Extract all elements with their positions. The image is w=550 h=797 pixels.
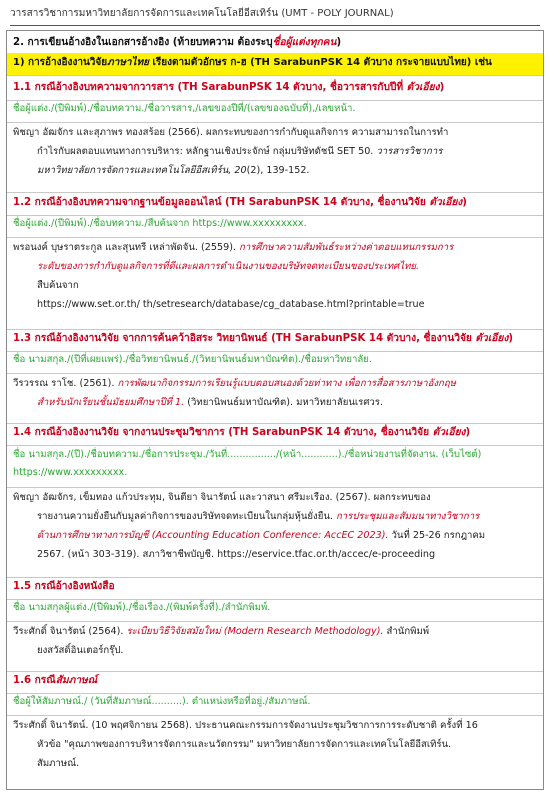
example-line [13, 276, 537, 295]
heading-text: 1.2 กรณีอ้างอิงบทความจากฐานข้อมูลออนไลน์ (TH SarabunPSK 14 ตัวบาง, ชื่องานวิจัย [13, 197, 426, 208]
format-text: ชื่อ นามสกุลผู้แต่ง./(ปีพิมพ์)./ชื่อเรื่อง./(พิมพ์ครั้งที่)./สำนักพิมพ์. [13, 602, 271, 613]
format-text: ชื่อ นามสกุล./(ปี)./ชื่อบทความ./ชื่อการประชุม./วันที่................/(หน้า............)./ชื่อหน่วยงานที่จัดงาน. (เว็บไซต์) [13, 449, 482, 460]
title-close: ) [336, 37, 342, 48]
heading-text: 1.4 กรณีอ้างอิงงานวิจัย จากงานประชุมวิชาการ (TH SarabunPSK 14 ตัวบาง, ชื่องานวิจัย [13, 427, 430, 438]
banner-text-b: ภาษาไทย [107, 57, 150, 68]
example-text: พรอนงค์ บุษราตระกูล และสุนทรี เหล่าพัดจัน. (2559). [13, 242, 236, 253]
title-emphasis: ชื่อผู้แต่งทุกคน [272, 37, 337, 48]
example-line [13, 142, 537, 161]
journal-title: วารสารวิชาการมหาวิทยาลัยการจัดการและเทคโนโลยีอีสเทิร์น (UMT - POLY JOURNAL) [10, 8, 394, 19]
example-text: (2), 139-152. [246, 165, 310, 176]
example-book [7, 619, 543, 672]
example-text: รายงานความยั่งยืนกับมูลค่ากิจการของบริษัทจดทะเบียนในกลุ่มหุ้นยั่งยืน. [37, 511, 333, 522]
journal-header [10, 6, 540, 26]
format-text: ชื่อผู้แต่ง./(ปีพิมพ์)./ชื่อบทความ./ชื่อวารสาร,/เลขของปีที่/(เลขของฉบับที่),/เลขหน้า. [13, 103, 356, 114]
example-red-italic: การพัฒนากิจกรรมการเรียนรู้แบบตอบสนองด้วยท่าทาง เพื่อการสื่อสารภาษาอังกฤษ [114, 378, 456, 389]
example-text: หัวข้อ "คุณภาพของการบริหารจัดการและนวัตกรรม" มหาวิทยาลัยการจัดการและเทคโนโลยีอีสเทิร์น. [37, 739, 452, 750]
format-line [13, 464, 537, 482]
example-italic: วารสารวิชาการ [373, 146, 443, 157]
heading-text: 1.6 กรณี [13, 675, 56, 686]
example-interview [7, 713, 543, 793]
example-red-italic: การศึกษาความสัมพันธ์ระหว่างค่าตอบแทนกรรมการ [236, 242, 454, 253]
format-text: ชื่อ นามสกุล./(ปีที่เผยแพร่)./ชื่อวิทยานิพนธ์./(วิทยานิพนธ์มหาบัณฑิต)./ชื่อมหาวิทยาลัย. [13, 354, 372, 365]
example-text: วีระศักดิ์ จินารัตน์. (10 พฤศจิกายน 2568). ประธานคณะกรรมการจัดงานประชุมวิชาการการระดับชาติ ครั้งที่ 16 [13, 720, 478, 731]
example-text: พิชญา อัฒจักร และสุภาพร ทองสร้อย (2566). ผลกระทบของการกำกับดูแลกิจการ ความสามารถในการทำ [13, 127, 449, 138]
example-text: กำไรกับผลตอบแทนทางการบริหาร: หลักฐานเชิงประจักษ์ กลุ่มบริษัทดัชนี SET 50. [37, 146, 374, 157]
example-journal-article [7, 120, 543, 193]
heading-italic: สัมภาษณ์ [55, 675, 98, 686]
example-text: (วิทยานิพนธ์มหาบัณฑิต). มหาวิทยาลัยนเรศวร. [184, 397, 384, 408]
example-line [13, 295, 537, 314]
example-line [13, 641, 537, 660]
example-line [13, 507, 537, 526]
example-line [13, 754, 537, 773]
heading-tail: ) [465, 427, 471, 438]
example-text: สัมภาษณ์. [37, 758, 80, 769]
heading-tail: ) [462, 197, 467, 208]
format-text: ชื่อผู้ให้สัมภาษณ์./ (วันที่สัมภาษณ์..........). ตำแหน่งหรือที่อยู่./สัมภาษณ์. [13, 696, 311, 707]
format-text: ชื่อผู้แต่ง./(ปีพิมพ์)./ชื่อบทความ./สืบค้นจาก https://www.xxxxxxxxx. [13, 218, 307, 229]
banner-text-a: 1) การอ้างอิงงานวิจัย [13, 57, 108, 68]
example-red-italic: ด้านการศึกษาทางการบัญชี (Accounting Education Conference: AccEC 2023). [37, 530, 389, 541]
example-text: สำนักพิมพ์ [383, 626, 430, 637]
heading-italic: ตัวเอียง [471, 333, 509, 344]
format-text: https://www.xxxxxxxxx. [13, 467, 128, 478]
title-main: 2. การเขียนอ้างอิงในเอกสารอ้างอิง (ท้ายบทความ ต้องระบุ [13, 37, 273, 48]
example-line [13, 622, 537, 641]
example-red-italic: การประชุมและสัมมนาทางวิชาการ [332, 511, 480, 522]
heading-text: 1.1 กรณีอ้างอิงบทความจากวารสาร (TH SarabunPSK 14 ตัวบาง, ชื่อวารสารกับปีที่ [13, 82, 404, 93]
heading-italic: ตัวเอียง [403, 82, 440, 93]
heading-italic: ตัวเอียง [425, 197, 463, 208]
example-line [13, 716, 537, 735]
example-line [13, 526, 537, 545]
thai-references-banner [7, 53, 543, 76]
example-line [13, 393, 537, 412]
example-line [13, 488, 537, 507]
reference-guide-table [6, 30, 544, 790]
example-text: วีรวรรณ ราโช. (2561). [13, 378, 115, 389]
example-thesis [7, 371, 543, 424]
example-conference [7, 485, 543, 578]
example-line [13, 374, 537, 393]
format-conference [7, 443, 543, 488]
heading-tail: ) [508, 333, 513, 344]
example-line [13, 238, 537, 257]
example-red-italic: สำหรับนักเรียนชั้นมัธยมศึกษาปีที่ 1. [37, 397, 185, 408]
example-line [13, 735, 537, 754]
example-line [13, 161, 537, 180]
example-red-italic: ระดับของการกำกับดูแลกิจการที่ดีและผลการดำเนินงานของบริษัทจดทะเบียนของประเทศไทย. [37, 261, 420, 272]
example-italic: มหาวิทยาลัยการจัดการและเทคโนโลยีอีสเทิร์น, 20 [37, 165, 247, 176]
example-text: วีระศักดิ์ จินารัตน์ (2564). [13, 626, 124, 637]
example-online-database [7, 235, 543, 330]
example-text: วันที่ 25-26 กรกฎาคม [388, 530, 486, 541]
example-line [13, 257, 537, 276]
example-text: พิชญา อัฒจักร, เข็มทอง แก้วประทุม, จินตียา จินารัตน์ และวาสนา ศรีมะเรือง. (2567). ผลกระทบของ [13, 492, 431, 503]
example-line [13, 123, 537, 142]
example-text: สืบค้นจาก [37, 280, 79, 291]
example-url: https://www.set.or.th/ th/setresearch/database/cg_database.html?printable=true [37, 299, 425, 310]
example-line [13, 545, 537, 564]
banner-text-c: เรียงตามตัวอักษร ก-ฮ (TH SarabunPSK 14 ตัวบาง กระจายแบบไทย) เช่น [149, 57, 492, 68]
heading-text: 1.5 กรณีอ้างอิงหนังสือ [13, 581, 115, 592]
example-text: ยงสวัสดิ์อินเตอร์กรุ๊ป. [37, 645, 124, 656]
heading-italic: ตัวเอียง [429, 427, 466, 438]
example-text: 2567. (หน้า 303-319). สภาวิชาชีพบัญชี. https://eservice.tfac.or.th/accec/e-proceeding [37, 549, 436, 560]
heading-text: 1.3 กรณีอ้างอิงงานวิจัย จากการค้นคว้าอิสระ วิทยานิพนธ์ (TH SarabunPSK 14 ตัวบาง, ชื่องานวิจัย [13, 333, 472, 344]
format-line [13, 446, 537, 464]
heading-tail: ) [439, 82, 445, 93]
example-red-italic: ระเบียบวิธีวิจัยสมัยใหม่ (Modern Research Methodology). [123, 626, 384, 637]
